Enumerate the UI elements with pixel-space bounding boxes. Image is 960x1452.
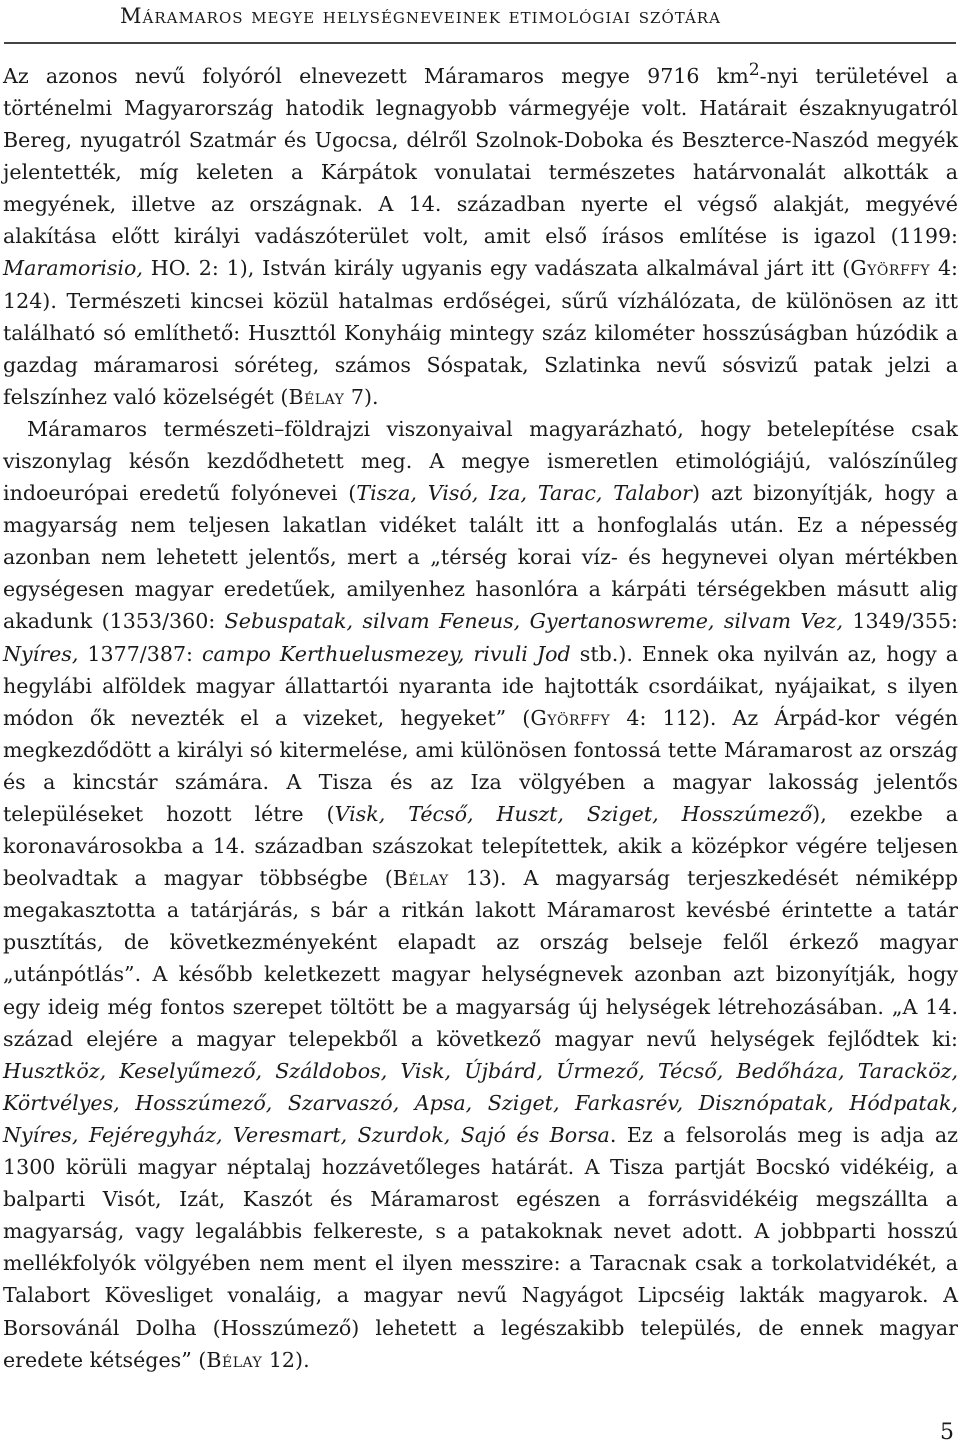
body-text — [3, 54, 958, 1376]
author-citation: Györffy — [850, 256, 931, 281]
text-run: -nyi területével a történelmi Magyarország hatodik legnagyobb vármegyéje volt. Határait északnyugatról Bereg, nyugatról Szatmár és Ugocsa, délről Szolnok-Doboka és Beszterce-Naszód megyék jelentették, míg keleten a Kárpátok vonulatai természetes határvonalát alkották a megyének, illetve az országnak. A 14. században nyerte el végső alakját, megyévé alakítása előtt királyi vadászóterület volt, amit első írásos említése is igazol (1199: — [3, 63, 958, 249]
paragraph-1 — [3, 54, 958, 413]
superscript: 2 — [748, 60, 760, 80]
author-citation: Györffy — [530, 705, 611, 730]
text-run: Máramaros természeti–földrajzi viszonyaival magyarázható, hogy betelepítése csak viszonylag későn kezdődhetett meg. A megye ismeretlen etimológiájú, valószínűleg indoeurópai eredetű folyónevei ( — [3, 416, 958, 506]
italic-run: Visk, Técső, Huszt, Sziget, Hosszúmező — [334, 802, 813, 827]
text-run: 4: 112). Az Árpád-kor végén megkezdődött a királyi só kitermelése, ami különösen fontossá tette Máramarost az ország és a kincstár számára. A Tisza és az Iza völgyében a magyar lakosság jelentős településeket hozott létre ( — [3, 705, 958, 827]
paragraph-2 — [3, 413, 958, 1376]
text-run: stb.). Ennek oka nyilván az, hogy a hegylábi alföldek magyar állattartói nyaranta ide hajtották csordáikat, nyájaikat, s ilyen módon ők nevezték el a vizeket, hegyeket” ( — [3, 641, 958, 730]
author-citation: Bélay — [206, 1347, 263, 1372]
running-header: Máramaros megye helységneveinek etimológiai szótára — [120, 4, 721, 28]
text-run: 7). — [344, 384, 379, 409]
text-run: Az azonos nevű folyóról elnevezett Máramaros megye 9716 km — [3, 63, 749, 88]
text-run: ) azt bizonyítják, hogy a magyarság nem teljesen lakatlan vidéket talált itt a honfoglalás után. Ez a népesség azonban nem lehetett jelentős, mert a „térség korai víz- és hegynevei olyan mértékben egységesen magyar eredetűek, amilyenhez hasonlóra a kárpáti térségekben másutt alig akadunk (1353/360: — [3, 481, 958, 634]
text-run: ), ezekbe a koronavárosokba a 14. században szászokat telepítettek, akik a középkor végére teljesen beolvadtak a magyar többségbe ( — [3, 802, 958, 891]
italic-run: Tisza, Visó, Iza, Tarac, Talabor — [356, 481, 692, 506]
page-number: 5 — [940, 1420, 954, 1445]
header-rule — [4, 42, 956, 44]
text-run: 13). A magyarság terjeszkedését némiképp megakasztotta a tatárjárás, s bár a ritkán lakott Máramarost kevésbé érintette a tatár pusztítás, de következményeként elapadt az ország belseje felől érkező magyar „utánpótlás”. A később keletkezett magyar helységnevek azonban azt bizonyítják, hogy egy ideig még fontos szerepet töltött be a magyarság új helységek létrehozásában. „A 14. század elejére a magyar telepekből a következő magyar nevű helységek fejlődtek ki: — [3, 866, 959, 1051]
text-run: 12). — [262, 1347, 310, 1372]
text-run: HO. 2: 1), István király ugyanis egy vadászata alkalmával járt itt ( — [142, 256, 851, 281]
italic-run: Husztköz, Keselyűmező, Száldobos, Visk, Újbárd, Úrmező, Técső, Bedőháza, Taracköz, Körtvélyes, Hosszúmező, Szarvaszó, Apsa, Sziget, Farkasrév, Disznópatak, Hódpatak, Nyíres, Fejéregyház, Veresmart, Szurdok, Sajó és Borsa — [3, 1058, 958, 1147]
text-run: 4: 124). Természeti kincsei közül hatalmas erdőségei, sűrű vízhálózata, de különösen az itt található só említhető: Huszttól Konyháig mintegy száz kilométer hosszúságban húzódik a gazdag máramarosi sóréteg, számos Sóspatak, Szlatinka nevű sósvizű patak jelzi a felszínhez való közelségét ( — [3, 256, 958, 409]
italic-run: Sebuspatak, silvam Feneus, Gyertanoswreme, silvam Vez, — [224, 609, 843, 634]
italic-run: Nyíres, — [3, 641, 79, 666]
italic-run: Maramorisio, — [3, 256, 143, 281]
text-run: 1377/387: — [78, 641, 202, 666]
text-run: . Ez a felsorolás meg is adja az 1300 körüli magyar néptalaj hozzávetőleges határát. A Tisza partját Bocskó vidékéig, a balparti Visót, Izát, Kaszót és Máramarost egészen a forrásvidékéig megszállta a magyarság, vagy legalábbis felkereste, s a patakoknak nevet adott. A jobbparti hosszú mellékfolyók völgyében nem ment el ilyen messzire: a Taracnak csak a torkolatvidékét, a Talabort Kövesliget vonaláig, a magyar nevű Nagyágot Lipcséig lakták magyarok. A Borsovánál Dolha (Hosszúmező) lehetett a legészakibb település, de ennek magyar eredete kétséges” ( — [3, 1122, 958, 1372]
author-citation: Bélay — [392, 866, 449, 891]
text-run: 1349/355: — [842, 609, 958, 634]
italic-run: campo Kerthuelusmezey, rivuli Jod — [202, 641, 571, 666]
author-citation: Bélay — [288, 384, 345, 409]
